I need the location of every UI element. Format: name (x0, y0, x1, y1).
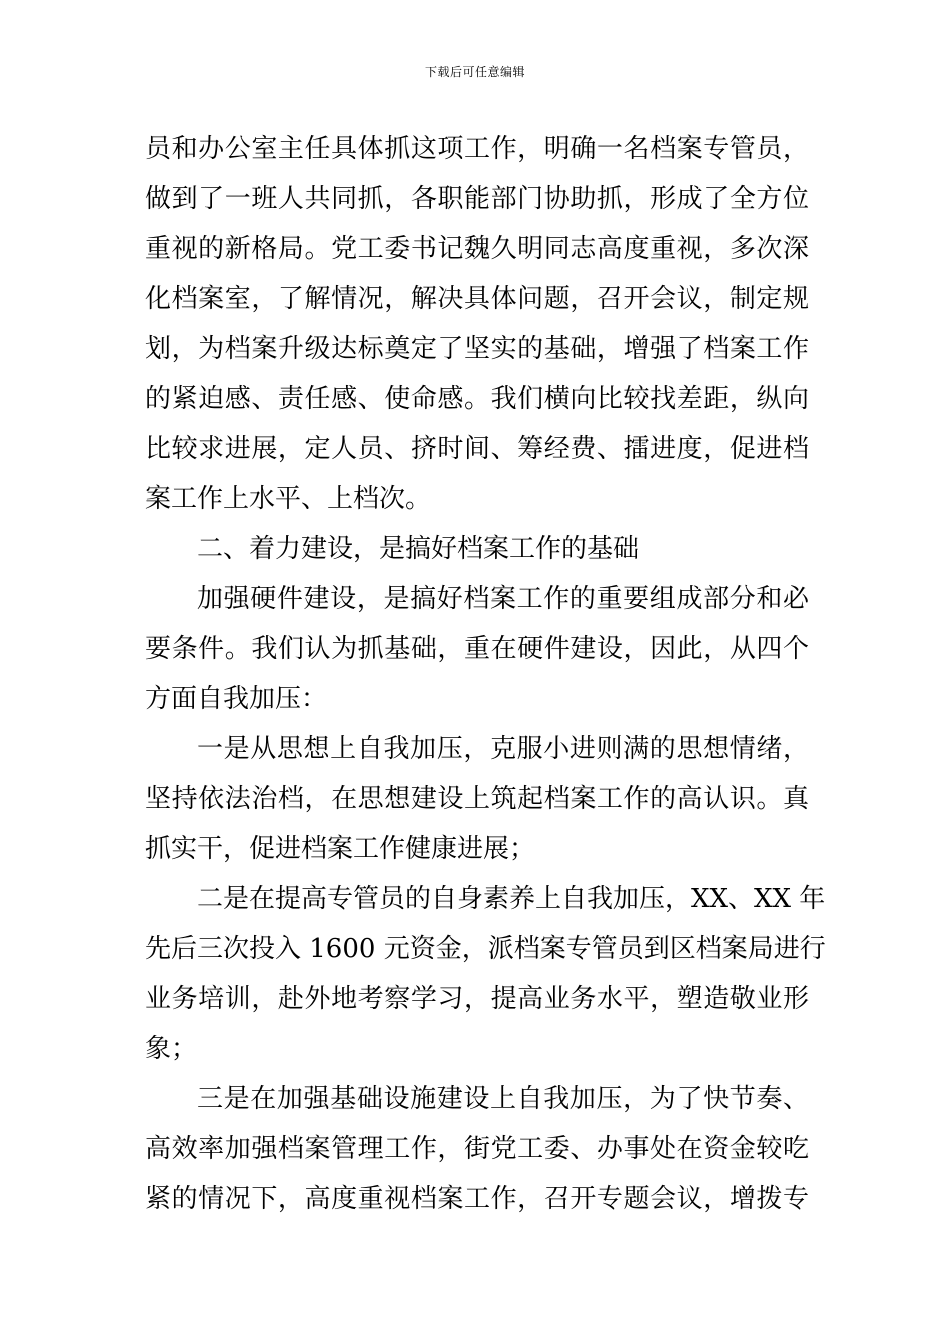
paragraph-line: 员和办公室主任具体抓这项工作，明确一名档案专管员， (145, 134, 809, 164)
paragraph-line: 加强硬件建设，是搞好档案工作的重要组成部分和必 (197, 584, 809, 614)
paragraph-line: 抓实干，促进档案工作健康进展； (145, 834, 536, 864)
paragraph-line: 先后三次投入 1600 元资金，派档案专管员到区档案局进行 (145, 934, 826, 964)
document-body (145, 124, 826, 1224)
paragraph-line: 高效率加强档案管理工作，街党工委、办事处在资金较吃 (145, 1134, 809, 1164)
paragraph-line: 业务培训，赴外地考察学习，提高业务水平，塑造敬业形 (145, 984, 809, 1014)
paragraph-line: 二是在提高专管员的自身素养上自我加压，XX、XX 年 (197, 884, 826, 914)
paragraph-line: 比较求进展，定人员、挤时间、筹经费、擂进度，促进档 (145, 434, 809, 464)
page-header: 下载后可任意编辑 (424, 65, 525, 79)
paragraph-line: 方面自我加压： (145, 684, 328, 714)
paragraph-line: 三是在加强基础设施建设上自我加压，为了快节奏、 (197, 1084, 809, 1114)
paragraph-line: 象； (145, 1034, 198, 1064)
paragraph-line: 二、着力建设，是搞好档案工作的基础 (197, 534, 640, 564)
paragraph-line: 的紧迫感、责任感、使命感。我们横向比较找差距，纵向 (145, 384, 809, 414)
paragraph-line: 案工作上水平、上档次。 (145, 484, 432, 514)
paragraph-line: 坚持依法治档，在思想建设上筑起档案工作的高认识。真 (145, 784, 809, 814)
paragraph-line: 划，为档案升级达标奠定了坚实的基础，增强了档案工作 (145, 334, 809, 364)
paragraph-line: 重视的新格局。党工委书记魏久明同志高度重视，多次深 (145, 234, 809, 264)
paragraph-line: 紧的情况下，高度重视档案工作，召开专题会议，增拨专 (145, 1184, 809, 1214)
paragraph-line: 要条件。我们认为抓基础，重在硬件建设，因此，从四个 (145, 634, 809, 664)
paragraph-line: 一是从思想上自我加压，克服小进则满的思想情绪， (197, 734, 809, 764)
paragraph-line: 化档案室，了解情况，解决具体问题，召开会议，制定规 (145, 284, 809, 314)
paragraph-line: 做到了一班人共同抓，各职能部门协助抓，形成了全方位 (145, 184, 809, 214)
